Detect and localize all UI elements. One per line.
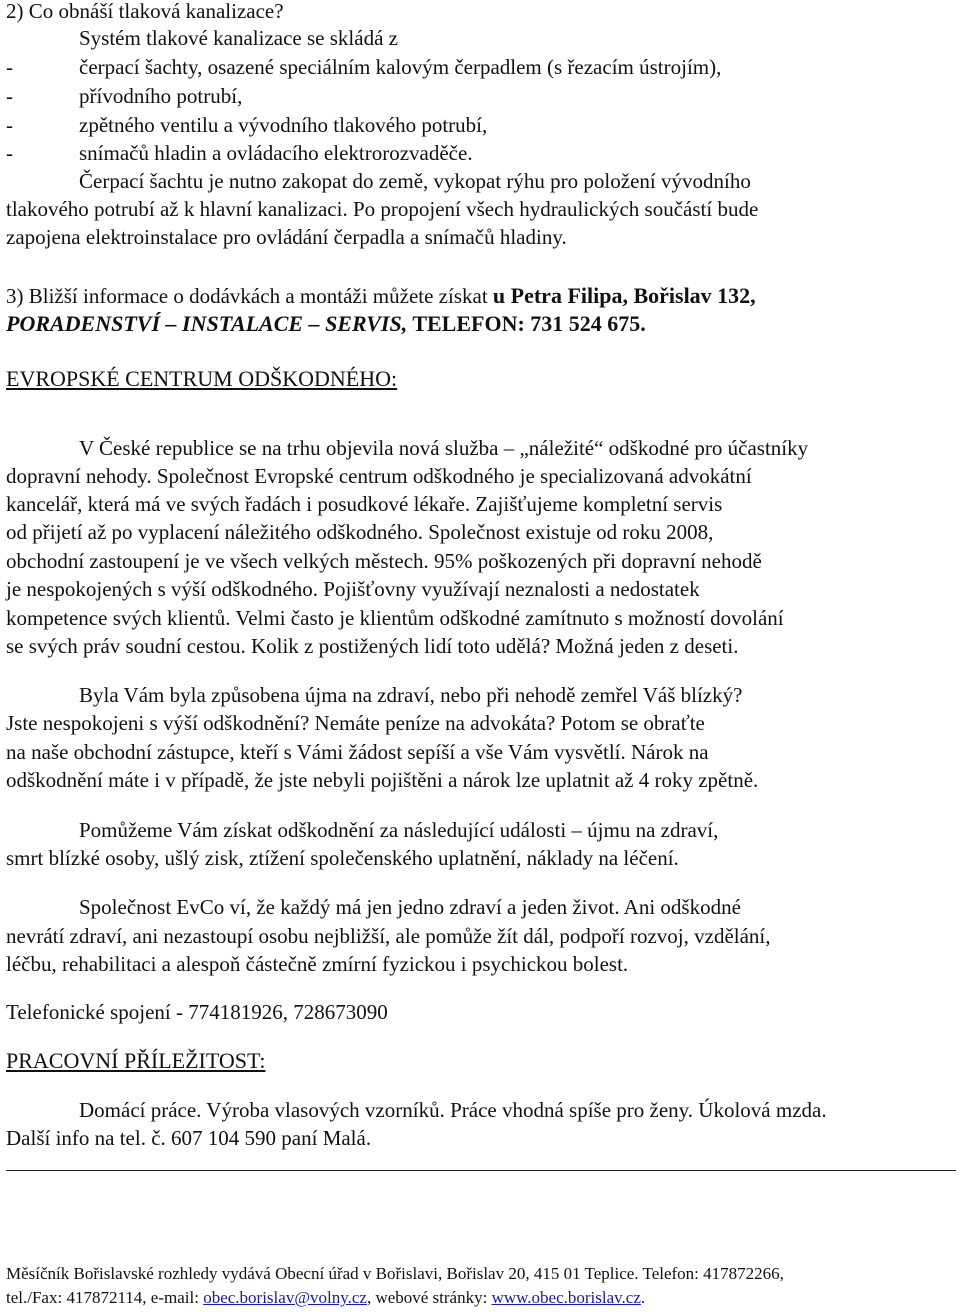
evropske-p2-line: na naše obchodní zástupce, kteří s Vámi žádost sepíší a vše Vám vysvětlí. Nárok na <box>6 740 709 764</box>
dash-bullet: - <box>6 141 13 165</box>
section3-prefix: 3) Bližší informace o dodávkách a montáži můžete získat <box>6 284 493 308</box>
section3-phone: TELEFON: 731 524 675. <box>407 311 646 336</box>
evropske-p1-line: V České republice se na trhu objevila nová služba – „náležité“ odškodné pro účastníky <box>79 436 809 460</box>
list-item-text: čerpací šachty, osazené speciálním kalovým čerpadlem (s řezacím ústrojím), <box>79 55 722 79</box>
list-item <box>6 111 487 139</box>
footer-divider <box>6 1170 956 1171</box>
dash-bullet: - <box>6 55 13 79</box>
list-item-text: snímačů hladin a ovládacího elektrorozvaděče. <box>79 141 473 165</box>
dash-bullet: - <box>6 84 13 108</box>
evropske-p4-line: léčbu, rehabilitaci a alespoň částečně zmírní fyzickou i psychickou bolest. <box>6 952 629 976</box>
section2-intro: Systém tlakové kanalizace se skládá z <box>79 26 398 50</box>
footer-web-label: , webové stránky: <box>366 1288 492 1307</box>
evropske-p2-line: odškodnění máte i v případě, že jste nebyli pojištěni a nárok lze uplatnit až 4 roky zpětně. <box>6 768 759 792</box>
section2-title: 2) Co obnáší tlaková kanalizace? <box>6 0 284 23</box>
evropske-p3-line: Pomůžeme Vám získat odškodnění za následující události – újmu na zdraví, <box>79 818 719 842</box>
evropske-p1-line: kompetence svých klientů. Velmi často je klientům odškodné zamítnuto s možností dovolání <box>6 606 784 630</box>
footer-web-link[interactable]: www.obec.borislav.cz <box>491 1288 641 1307</box>
evropske-p4-line: Společnost EvCo ví, že každý má jen jedno zdraví a jeden život. Ani odškodné <box>79 895 741 919</box>
evropske-phone: Telefonické spojení - 774181926, 728673090 <box>6 1000 388 1024</box>
evropske-p4-line: nevrátí zdraví, ani nezastoupí osobu nejbližší, ale pomůže žít dál, podpoří rozvoj, vzdělání, <box>6 924 771 948</box>
list-item <box>6 139 473 167</box>
evropske-p2-line: Jste nespokojeni s výší odškodnění? Nemáte peníze na advokáta? Potom se obraťte <box>6 711 705 735</box>
evropske-p1-line: se svých práv soudní cestou. Kolik z postižených lidí toto udělá? Možná jeden z deseti. <box>6 634 739 658</box>
evropske-p3-line: smrt blízké osoby, ušlý zisk, ztížení společenského uplatnění, náklady na léčení. <box>6 846 679 870</box>
pracovni-heading: PRACOVNÍ PŘÍLEŽITOST: <box>6 1048 266 1073</box>
section3-services-line <box>6 310 646 338</box>
pracovni-line: Další info na tel. č. 607 104 590 paní Malá. <box>6 1126 372 1150</box>
section2-paragraph-line: tlakového potrubí až k hlavní kanalizaci. Po propojení všech hydraulických součástí bude <box>6 197 759 221</box>
list-item <box>6 82 242 110</box>
pracovni-line: Domácí práce. Výroba vlasových vzorníků. Práce vhodná spíše pro ženy. Úkolová mzda. <box>79 1098 827 1122</box>
footer-end: . <box>640 1288 646 1307</box>
section3-line <box>6 282 756 310</box>
footer-line <box>6 1286 645 1310</box>
list-item-text: přívodního potrubí, <box>79 84 243 108</box>
section2-paragraph-line: Čerpací šachtu je nutno zakopat do země, vykopat rýhu pro položení vývodního <box>79 169 751 193</box>
section3-services: PORADENSTVÍ – INSTALACE – SERVIS, <box>6 311 408 336</box>
section2-paragraph-line: zapojena elektroinstalace pro ovládání čerpadla a snímačů hladiny. <box>6 225 567 249</box>
footer-line: Měsíčník Bořislavské rozhledy vydává Obecní úřad v Bořislavi, Bořislav 20, 415 01 Teplice. Telefon: 417872266, <box>6 1264 784 1283</box>
evropske-p2-line: Byla Vám byla způsobena újma na zdraví, nebo při nehodě zemřel Váš blízký? <box>79 683 743 707</box>
list-item <box>6 53 721 81</box>
dash-bullet: - <box>6 113 13 137</box>
evropske-p1-line: je nespokojených s výší odškodného. Pojišťovny využívají neznalosti a nedostatek <box>6 577 700 601</box>
evropske-heading: EVROPSKÉ CENTRUM ODŠKODNÉHO: <box>6 366 398 391</box>
evropske-p1-line: od přijetí až po vyplacení náležitého odškodného. Společnost existuje od roku 2008, <box>6 520 714 544</box>
footer-email-link[interactable]: obec.borislav@volny.cz <box>203 1288 367 1307</box>
evropske-p1-line: kancelář, která má ve svých řadách i posudkové lékaře. Zajišťujeme kompletní servis <box>6 492 723 516</box>
footer-fax: tel./Fax: 417872114, e-mail: <box>6 1288 204 1307</box>
list-item-text: zpětného ventilu a vývodního tlakového potrubí, <box>79 113 488 137</box>
evropske-p1-line: obchodní zastoupení je ve všech velkých městech. 95% poškozených při dopravní nehodě <box>6 549 762 573</box>
section3-contact: u Petra Filipa, Bořislav 132, <box>492 283 756 308</box>
evropske-p1-line: dopravní nehody. Společnost Evropské centrum odškodného je specializovaná advokátní <box>6 464 752 488</box>
